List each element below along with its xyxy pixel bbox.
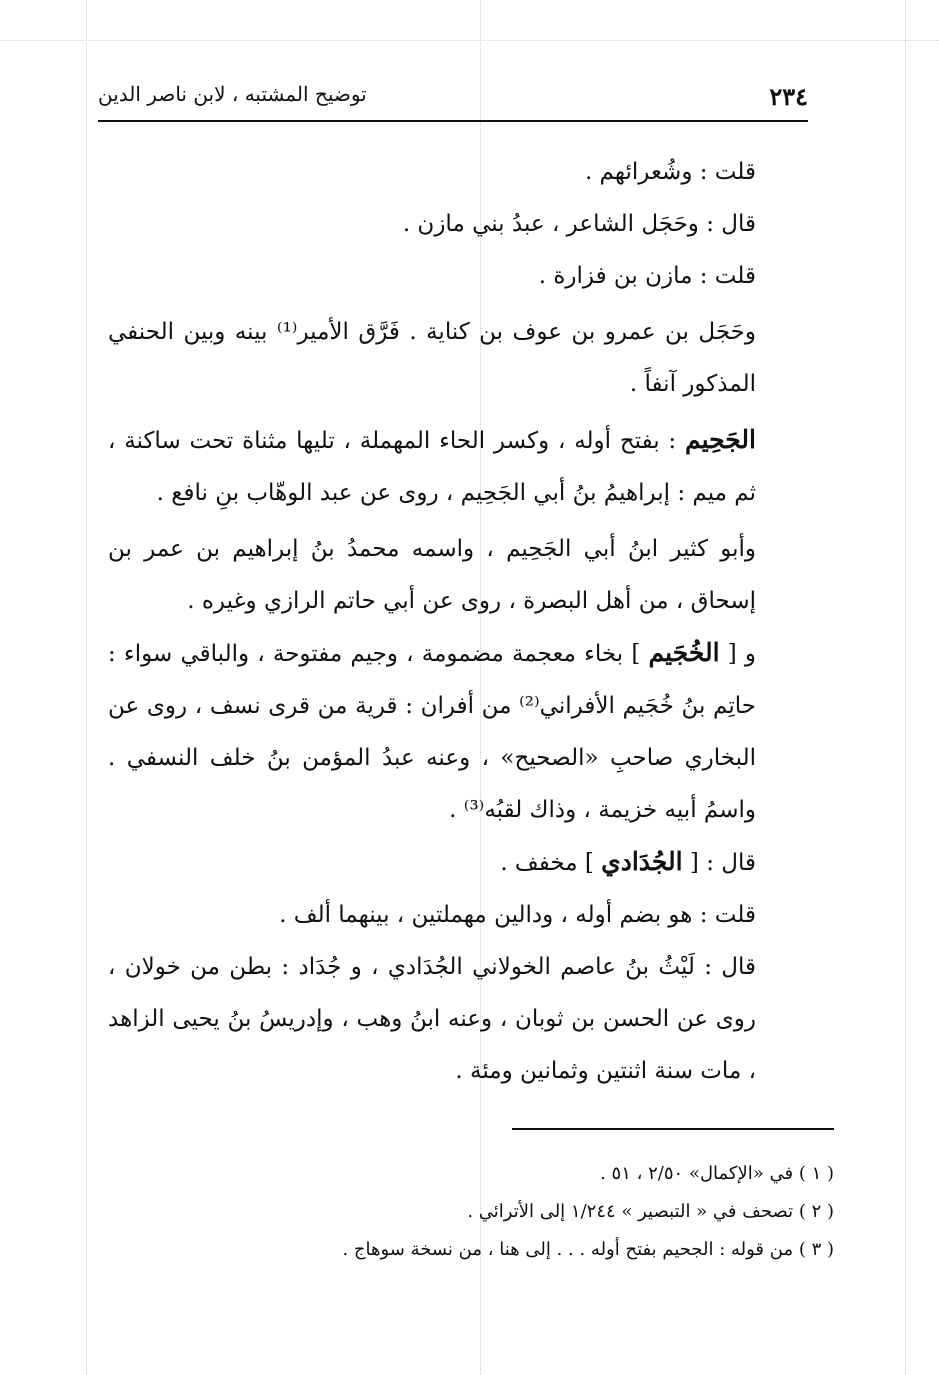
- bracket-open: و [: [719, 641, 757, 667]
- paragraph: [108, 414, 818, 519]
- paragraph: وأبو كثير ابنُ أبي الجَحِيم ، واسمه محمدُ بنُ إبراهيم بن عمر بن إسحاق ، من أهل البصرة ، روى عن أبي حاتم الرازي وغيره .: [108, 536, 756, 614]
- footnote-2: ( ٢ ) تصحف في « التبصير » ١/٢٤٤ إلى الأترائي .: [467, 1201, 834, 1222]
- running-title: توضيح المشتبه ، لابن ناصر الدين: [98, 82, 367, 106]
- entry-text: : بفتح أوله ، وكسر الحاء المهملة ، تليها مثناة تحت ساكنة ، ثم ميم : إبراهيمُ بنُ أبي الجَحِيم ، روى عن عبد الوهّاب بنِ نافع .: [108, 428, 756, 506]
- paragraph: قال : وحَجَل الشاعر ، عبدُ بني مازن .: [402, 211, 756, 237]
- paragraph: قلت : مازن بن فزارة .: [538, 263, 756, 289]
- footnote-3: ( ٣ ) من قوله : الجحيم بفتح أوله . . . إلى هنا ، من نسخة سوهاج .: [342, 1239, 834, 1260]
- bracket-open: قال : [: [682, 850, 756, 876]
- header-rule: [98, 120, 808, 122]
- entry-text: ] مخفف .: [500, 850, 602, 876]
- paragraph: قلت : هو بضم أوله ، ودالين مهملتين ، بينهما ألف .: [279, 902, 756, 928]
- entry-headword: الجُدَادي: [601, 847, 683, 876]
- page-header: [98, 78, 808, 118]
- paragraph: وحَجَل بن عمرو بن عوف بن كناية . فَرَّق الأمير⁽¹⁾ بينه وبين الحنفي المذكور آنفاً .: [108, 319, 756, 397]
- page-number: ٢٣٤: [769, 82, 808, 111]
- entry-text: ] بخاء معجمة مضمومة ، وجيم مفتوحة ، والباقي سواء : حاتِم بنُ خُجَيم الأفراني⁽²⁾ من أفران : قرية من قرى نسف ، روى عن البخاري صاحبِ «الصحيح» ، وعنه عبدُ المؤمن بنُ خلف النسفي . واسمُ أبيه خزيمة ، وذاك لقبُه⁽³⁾ .: [108, 641, 756, 823]
- entry-headword: الخُجَيم: [648, 638, 720, 667]
- paragraph: [108, 836, 818, 889]
- scan-guide-line: [86, 0, 87, 1375]
- paragraph: قلت : وشُعرائهم .: [584, 159, 756, 185]
- footnote-1: ( ١ ) في «الإكمال» ٢/٥٠ ، ٥١ .: [600, 1163, 834, 1184]
- paragraph: [108, 627, 818, 836]
- paragraph: قال : لَيْثُ بنُ عاصم الخولاني الجُدَادي ، و جُدَاد : بطن من خولان ، روى عن الحسن بن ثوبان ، وعنه ابنُ وهب ، وإدريسُ بنُ يحيى الزاهد ، مات سنة اثنتين وثمانين ومئة .: [108, 954, 756, 1084]
- entry-headword: الجَحِيم: [684, 425, 756, 454]
- main-text: [108, 146, 818, 1097]
- footnotes: [108, 1155, 834, 1269]
- footnote-rule: [512, 1128, 834, 1130]
- scan-guide-line: [0, 40, 939, 41]
- scan-guide-line: [905, 0, 906, 1375]
